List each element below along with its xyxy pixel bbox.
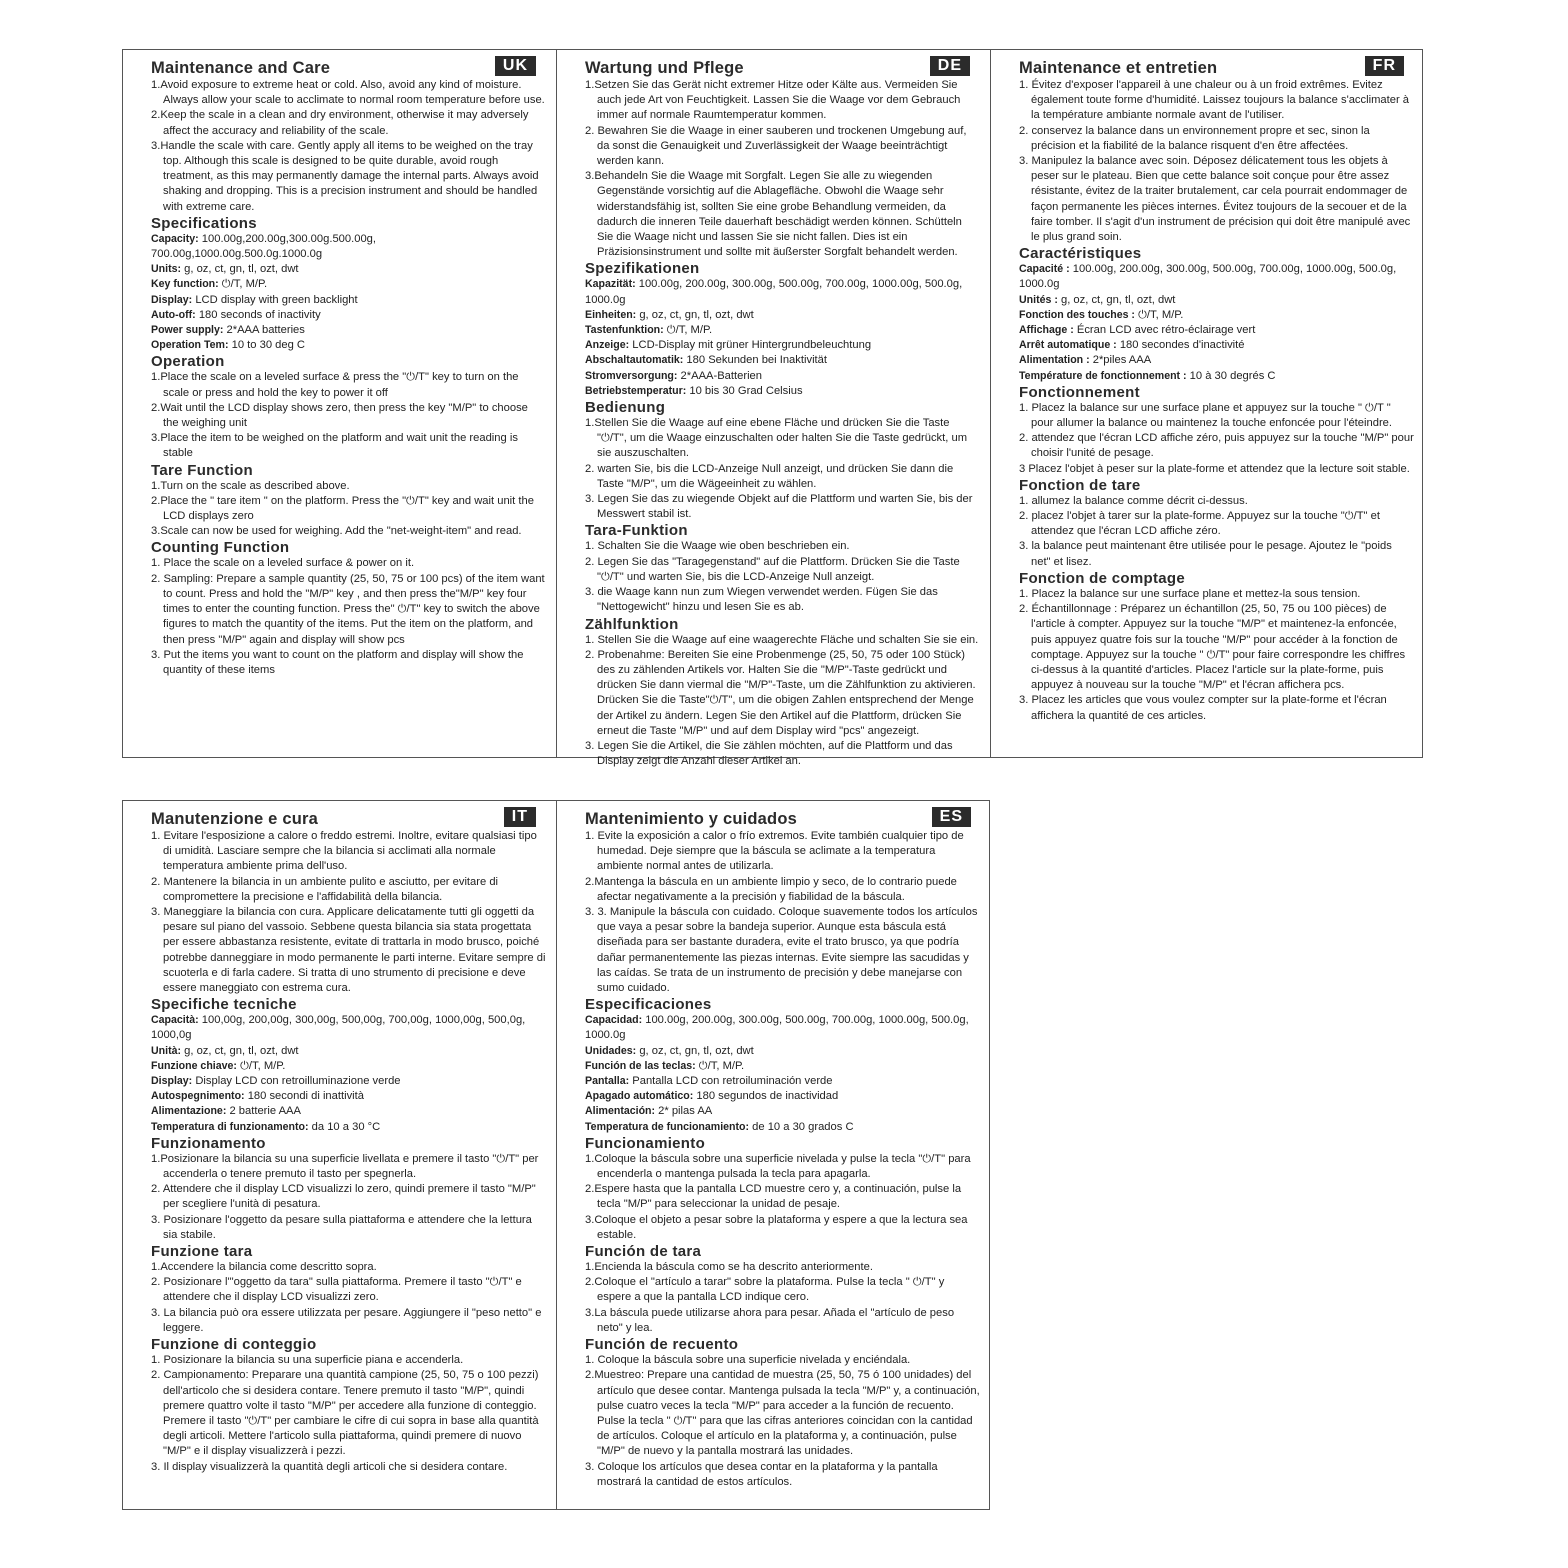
spec-value: ⏻/T, M/P.: [240, 1059, 286, 1072]
section-title-operation: Funzionamento: [151, 1134, 266, 1152]
language-badge: ES: [932, 807, 971, 827]
spec-row: [585, 1044, 981, 1059]
spec-value: 10 à 30 degrés C: [1189, 369, 1276, 382]
spec-row: [585, 1089, 981, 1104]
spec-row: [151, 1013, 546, 1043]
section-title-maintenance: Wartung und Pflege: [585, 59, 744, 77]
spec-value: g, oz, ct, gn, tl, ozt, dwt: [639, 1044, 754, 1057]
list-item: 3. Legen Sie die Artikel, die Sie zählen möchten, auf die Plattform und das Display zeigt die Anzahl dieser Artikel an.: [585, 739, 953, 768]
spec-row: [585, 353, 980, 368]
bottom-panel: [122, 800, 990, 1510]
section-title-maintenance: Maintenance and Care: [151, 59, 331, 77]
tare-list: [585, 1260, 981, 1336]
maintenance-list: [585, 829, 981, 996]
column-content: [557, 50, 990, 769]
list-item: 3 Placez l'objet à peser sur la plate-forme et attendez que la lecture soit stable.: [1019, 462, 1410, 475]
list-item: 3. Il display visualizzerà la quantità degli articoli che si desidera contare.: [151, 1460, 508, 1473]
column-content: [123, 801, 556, 1475]
spec-label: Temperatura di funzionamento:: [151, 1120, 309, 1133]
spec-label: Stromversorgung:: [585, 369, 678, 382]
spec-label: Display:: [151, 1075, 193, 1088]
list-item: 1.Setzen Sie das Gerät nicht extremer Hitze oder Kälte aus. Vermeiden Sie auch jede Art von Feuchtigkeit. Lassen Sie die Waage vor dem Gebrauch immer auf normale Raumtemperatur kommen.: [585, 79, 961, 122]
spec-value: 180 seconds of inactivity: [198, 308, 321, 321]
spec-row: [151, 1059, 546, 1074]
spec-value: da 10 a 30 °C: [311, 1120, 381, 1133]
spec-label: Betriebstemperatur:: [585, 384, 687, 397]
list-item: 2. Bewahren Sie die Waage in einer sauberen und trockenen Umgebung auf, da sonst die Genauigkeit und Zuverlässigkeit der Waage beeinträchtigt werden kann.: [585, 124, 967, 168]
column-it: [123, 801, 556, 1509]
list-item: 1. Evitare l'esposizione a calore o freddo estremi. Inoltre, evitare qualsiasi tipo di umidità. Lasciare sempre che la bilancia si acclimati alla normale temperatura ambiente prima dell'uso.: [151, 830, 537, 873]
spec-value: LCD display with green backlight: [195, 293, 358, 306]
spec-row: [1019, 323, 1414, 338]
spec-label: Unités :: [1019, 293, 1058, 306]
spec-label: Arrêt automatique :: [1019, 339, 1117, 352]
section-title-operation: Funcionamiento: [585, 1134, 706, 1152]
spec-label: Unità:: [151, 1044, 182, 1057]
spec-row: [151, 277, 546, 292]
operation-list: [1019, 401, 1414, 477]
operation-list: [151, 1152, 546, 1243]
spec-value: g, oz, ct, gn, tl, ozt, dwt: [184, 263, 299, 276]
section-title-counting: Counting Function: [151, 539, 290, 557]
section-title-tare: Funzione tara: [151, 1243, 253, 1261]
section-title-counting: Función de recuento: [585, 1336, 739, 1354]
section-title-operation: Bedienung: [585, 399, 666, 417]
spec-label: Capacidad:: [585, 1014, 643, 1027]
spec-row: [585, 1120, 981, 1135]
language-badge: IT: [504, 807, 536, 827]
spec-row: [585, 323, 980, 338]
column-content: [123, 50, 556, 678]
maintenance-list: [1019, 78, 1414, 245]
maintenance-list: [585, 78, 980, 260]
list-item: 3.Scale can now be used for weighing. Add the "net-weight-item" and read.: [151, 525, 522, 538]
list-item: 1. Stellen Sie die Waage auf eine waagerechte Fläche und schalten Sie sie ein.: [585, 633, 979, 646]
spec-row: [151, 338, 546, 353]
spec-label: Pantalla:: [585, 1075, 630, 1088]
list-item: 2. Probenahme: Bereiten Sie eine Probenmenge (25, 50, 75 oder 100 Stück) des zu zählenden Artikels vor. Halten Sie die "M/P"-Taste gedrückt und drücken Sie dann viermal die "M/P"-Taste, um die Zählfunktion zu aktivieren. Drücken Sie die Taste"⏻/T", um die obigen Zahlen entsprechend der Menge der Artikel zu ändern. Legen Sie den Artikel auf die Plattform, drücken Sie erneut die Taste "M/P" und auf dem Display wird "pcs" angezeigt.: [585, 648, 976, 737]
spec-row: [151, 1120, 546, 1135]
spec-value: de 10 a 30 grados C: [752, 1120, 854, 1133]
section-title-specifications: Especificaciones: [585, 996, 712, 1014]
list-item: 3. Put the items you want to count on the platform and display will show the quantity of these items: [151, 648, 524, 676]
column-content: [557, 801, 991, 1490]
spec-value: 100.00g,200.00g,300.00g.500.00g, 700.00g,1000.00g.500.0g.1000.0g: [151, 232, 376, 261]
spec-value: LCD-Display mit grüner Hintergrundbeleuchtung: [632, 339, 872, 352]
spec-label: Key function:: [151, 278, 219, 291]
list-item: 3. Manipulez la balance avec soin. Déposez délicatement tous les objets à peser sur le plateau. Bien que cette balance soit conçue pour être assez résistante, évitez de la traiter brutalement, car cela pourrait endommager de façon permanente les pièces internes. Évitez toujours de la secouer et de la faire tomber. Il s'agit d'un instrument de précision qui doit être manipulé avec le plus grand soin.: [1019, 155, 1411, 244]
spec-row: [151, 232, 546, 262]
spec-label: Display:: [151, 293, 193, 306]
section-title-counting: Funzione di conteggio: [151, 1336, 317, 1354]
list-item: 2. Campionamento: Preparare una quantità campione (25, 50, 75 o 100 pezzi) dell'articolo che si desidera contare. Tenere premuto il tasto "M/P", quindi premere quattro volte il tasto "M/P" per accedere alla funzione di conteggio. Premere il tasto "⏻/T" per cambiare le cifre di cui sopra in base alla quantità degli articoli. Mettere l'articolo sulla piattaforma, quindi premere di nuovo "M/P" e il display visualizzerà i pezzi.: [151, 1369, 539, 1458]
spec-label: Funzione chiave:: [151, 1059, 237, 1072]
tare-list: [151, 479, 546, 540]
spec-label: Alimentazione:: [151, 1105, 227, 1118]
spec-row: [1019, 262, 1414, 292]
spec-label: Alimentation :: [1019, 354, 1090, 367]
list-item: 1. Place the scale on a leveled surface & power on it.: [151, 557, 415, 570]
spec-row: [585, 277, 980, 307]
section-title-operation: Fonctionnement: [1019, 383, 1140, 401]
spec-label: Kapazität:: [585, 278, 636, 291]
operation-list: [585, 1152, 981, 1243]
list-item: 2.Keep the scale in a clean and dry environment, otherwise it may adversely affect the accuracy and reliability of the scale.: [151, 109, 529, 137]
spec-value: 180 secondes d'inactivité: [1119, 339, 1245, 352]
spec-label: Capacità:: [151, 1014, 199, 1027]
counting-list: [585, 633, 980, 770]
language-badge: UK: [495, 56, 536, 76]
column-es: [556, 801, 991, 1509]
spec-value: Pantalla LCD con retroiluminación verde: [632, 1075, 833, 1088]
spec-label: Température de fonctionnement :: [1019, 369, 1187, 382]
spec-value: g, oz, ct, gn, tl, ozt, dwt: [1060, 293, 1176, 306]
spec-label: Affichage :: [1019, 324, 1074, 337]
list-item: 2.Place the " tare item " on the platform. Press the "⏻/T" key and wait unit the LCD displays zero: [151, 494, 534, 523]
top-panel: [122, 49, 1423, 768]
list-item: 1. Placez la balance sur une surface plane et appuyez sur la touche " ⏻/T " pour allumer la balance ou maintenez la touche enfoncée pour l'éteindre.: [1019, 401, 1392, 430]
list-item: 1. allumez la balance comme décrit ci-dessus.: [1019, 494, 1248, 507]
section-title-tare: Tara-Funktion: [585, 522, 688, 540]
spec-label: Power supply:: [151, 324, 224, 337]
spec-label: Abschaltautomatik:: [585, 354, 684, 367]
list-item: 2. conservez la balance dans un environnement propre et sec, sinon la précision et la fiabilité de la balance risquent d'en être affectées.: [1019, 124, 1370, 152]
spec-value: g, oz, ct, gn, tl, ozt, dwt: [639, 308, 754, 321]
list-item: 1. Schalten Sie die Waage wie oben beschrieben ein.: [585, 540, 850, 553]
section-title-maintenance: Manutenzione e cura: [151, 810, 318, 828]
spec-value: 10 to 30 deg C: [231, 339, 306, 352]
spec-label: Autospegnimento:: [151, 1090, 245, 1103]
list-item: 3. Maneggiare la bilancia con cura. Applicare delicatamente tutti gli oggetti da pesare sul piano del vassoio. Sebbene questa bilancia sia stata progettata per essere abbastanza resistente, evitate di trattarla in modo brusco, poiché potrebbe danneggiare in modo permanente le parti interne. Evitare sempre di scuoterla e di farla cadere. Si tratta di uno strumento di precisione e deve essere maneggiato con estrema cura.: [151, 906, 546, 995]
spec-row: [585, 369, 980, 384]
spec-label: Tastenfunktion:: [585, 324, 664, 337]
spec-label: Anzeige:: [585, 339, 630, 352]
spec-row: [585, 1013, 981, 1043]
list-item: 3. Posizionare l'oggetto da pesare sulla piattaforma e attendere che la lettura sia stabile.: [151, 1213, 532, 1241]
list-item: 2. Attendere che il display LCD visualizzi lo zero, quindi premere il tasto "M/P" per scegliere l'unità di pesatura.: [151, 1183, 536, 1211]
maintenance-list: [151, 829, 546, 996]
list-item: 2. Mantenere la bilancia in un ambiente pulito e asciutto, per evitare di compromettere la precisione e l'affidabilità della bilancia.: [151, 875, 499, 903]
list-item: 2.Espere hasta que la pantalla LCD muestre cero y, a continuación, pulse la tecla "M/P" para seleccionar la unidad de pesaje.: [585, 1183, 962, 1211]
spec-row: [151, 1089, 546, 1104]
section-title-maintenance: Maintenance et entretien: [1019, 59, 1218, 77]
spec-value: ⏻/T, M/P.: [666, 324, 713, 337]
spec-value: 2 batterie AAA: [229, 1105, 301, 1118]
spec-row: [151, 293, 546, 308]
spec-value: 100.00g, 200.00g, 300.00g, 500.00g, 700.00g, 1000.00g, 500.0g, 1000.0g: [1019, 263, 1397, 291]
spec-value: 10 bis 30 Grad Celsius: [689, 384, 803, 397]
maintenance-list: [151, 78, 546, 215]
spec-value: g, oz, ct, gn, tl, ozt, dwt: [184, 1044, 299, 1057]
list-item: 2.Muestreo: Prepare una cantidad de muestra (25, 50, 75 ó 100 unidades) del artículo que desee contar. Mantenga pulsada la tecla "M/P" y, a continuación, pulse cuatro veces la tecla "M/P" para acceder a la función de recuento. Pulse la tecla " ⏻/T" para que las cifras anteriores coincidan con la cantidad de artículos. Coloque el artículo en la plataforma y, a continuación, pulse "M/P" de nuevo y la pantalla mostrará las unidades.: [585, 1369, 980, 1458]
spec-value: 180 Sekunden bei Inaktivität: [686, 354, 827, 367]
spec-row: [151, 262, 546, 277]
spec-row: [1019, 369, 1414, 384]
list-item: 2.Coloque el "artículo a tarar" sobre la plataforma. Pulse la tecla " ⏻/T" y espere a que la pantalla LCD indique cero.: [585, 1276, 945, 1304]
list-item: 3.Place the item to be weighed on the platform and wait unit the reading is stable: [151, 432, 518, 460]
column-fr: [990, 50, 1424, 757]
list-item: 1.Coloque la báscula sobre una superficie nivelada y pulse la tecla "⏻/T" para encenderla o mantenga pulsada la tecla para apagarla.: [585, 1152, 971, 1181]
section-title-tare: Tare Function: [151, 461, 253, 479]
section-title-specifications: Spezifikationen: [585, 260, 700, 278]
section-title-specifications: Caractéristiques: [1019, 245, 1142, 263]
spec-value: 2* pilas AA: [658, 1105, 713, 1118]
list-item: 3.La báscula puede utilizarse ahora para pesar. Añada el "artículo de peso neto" y lea.: [585, 1306, 955, 1334]
spec-row: [585, 1074, 981, 1089]
list-item: 2. Posizionare l'"oggetto da tara" sulla piattaforma. Premere il tasto "⏻/T" e attendere che il display LCD visualizzi zero.: [151, 1276, 522, 1304]
spec-value: 180 secondi di inattività: [247, 1090, 364, 1103]
counting-list: [151, 556, 546, 678]
spec-value: ⏻/T, M/P.: [1138, 308, 1184, 321]
list-item: 3.Coloque el objeto a pesar sobre la plataforma y espere a que la lectura sea estable.: [585, 1213, 968, 1241]
spec-label: Auto-off:: [151, 308, 196, 321]
list-item: 2. attendez que l'écran LCD affiche zéro, puis appuyez sur la touche "M/P" pour choisir l'unité de pesage.: [1019, 432, 1414, 460]
language-badge: FR: [1365, 56, 1404, 76]
list-item: 3. 3. Manipule la báscula con cuidado. Coloque suavemente todos los artículos que vaya a pesar sobre la bandeja superior. Aunque esta báscula está diseñada para ser bastante duradera, evite el trato brusco, ya que podría dañar permanentemente las piezas internas. Evite siempre las sacudidas y las caídas. Se trata de un instrumento de precisión y debe manejarse con sumo cuidado.: [585, 906, 978, 995]
spec-value: 2*piles AAA: [1092, 354, 1152, 367]
section-title-specifications: Specifiche tecniche: [151, 996, 297, 1014]
spec-label: Unidades:: [585, 1044, 637, 1057]
spec-row: [1019, 293, 1414, 308]
section-title-operation: Operation: [151, 353, 225, 371]
section-title-maintenance: Mantenimiento y cuidados: [585, 810, 797, 828]
list-item: 1.Avoid exposure to extreme heat or cold. Also, avoid any kind of moisture. Always allow your scale to acclimate to normal room temperature before use.: [151, 79, 545, 107]
spec-value: ⏻/T, M/P.: [221, 278, 268, 291]
list-item: 2. Sampling: Prepare a sample quantity (25, 50, 75 or 100 pcs) of the item want to count. Press and hold the "M/P" key , and then press the"M/P" key four times to enter the counting function. Press the" ⏻/T" key to switch the above figures to match the quantity of the items. Put the item on the platform, and then press "M/P" again and display will show pcs: [151, 572, 545, 646]
list-item: 1.Place the scale on a leveled surface & press the "⏻/T" key to turn on the scale or press and hold the key to power it off: [151, 371, 519, 399]
list-item: 3. La bilancia può ora essere utilizzata per pesare. Aggiungere il "peso netto" e leggere.: [151, 1306, 542, 1334]
counting-list: [1019, 587, 1414, 724]
spec-row: [151, 1104, 546, 1119]
spec-row: [585, 1059, 981, 1074]
spec-row: [151, 1044, 546, 1059]
language-badge: DE: [930, 56, 970, 76]
spec-value: 100.00g, 200.00g, 300.00g, 500.00g, 700.00g, 1000.00g, 500.0g, 1000.0g: [585, 278, 963, 306]
tare-list: [1019, 494, 1414, 570]
list-item: 3. Placez les articles que vous voulez compter sur la plate-forme et l'écran affichera la quantité de ces articles.: [1019, 694, 1387, 722]
spec-row: [1019, 308, 1414, 323]
list-item: 3.Handle the scale with care. Gently apply all items to be weighed on the tray top. Although this scale is designed to be quite durable, avoid rough treatment, as this may permanently damage the internal parts. Always avoid shaking and dropping. This is a precision instrument and should be handled with extreme care.: [151, 139, 539, 213]
spec-row: [151, 323, 546, 338]
tare-list: [585, 539, 980, 615]
list-item: 3.Behandeln Sie die Waage mit Sorgfalt. Legen Sie alle zu wiegenden Gegenstände vorsichtig auf die Ablagefläche. Obwohl die Waage sehr widerstandsfähig ist, sollten Sie eine grobe Behandlung vermeiden, da dadurch die inneren Teile dauerhaft beschädigt werden können. Schütteln Sie die Waage nicht und lassen Sie sie nicht fallen. Dies ist ein Präzisionsinstrument und sollte mit äußerster Sorgfalt behandelt werden.: [585, 170, 962, 259]
spec-label: Alimentación:: [585, 1105, 656, 1118]
spec-row: [1019, 338, 1414, 353]
section-title-tare: Fonction de tare: [1019, 476, 1141, 494]
spec-label: Apagado automático:: [585, 1090, 694, 1103]
list-item: 1. Evite la exposición a calor o frío extremos. Evite también cualquier tipo de humedad. Deje siempre que la báscula se aclimate a la temperatura ambiente normal antes de utilizarla.: [585, 830, 964, 873]
column-uk: [123, 50, 556, 757]
spec-row: [585, 1104, 981, 1119]
list-item: 1.Posizionare la bilancia su una superficie livellata e premere il tasto "⏻/T" per accenderla o tenere premuto il tasto per spegnerla.: [151, 1152, 539, 1181]
spec-row: [585, 384, 980, 399]
spec-value: 100,00g, 200,00g, 300,00g, 500,00g, 700,00g, 1000,00g, 500,0g, 1000,0g: [151, 1014, 526, 1042]
list-item: 2.Wait until the LCD display shows zero, then press the key "M/P" to choose the weighing unit: [151, 401, 528, 430]
spec-value: Écran LCD avec rétro-éclairage vert: [1076, 324, 1256, 337]
spec-label: Operation Tem:: [151, 339, 229, 352]
spec-value: 2*AAA batteries: [226, 324, 305, 337]
list-item: 1.Encienda la báscula como se ha descrito anteriormente.: [585, 1261, 873, 1274]
operation-list: [151, 370, 546, 461]
list-item: 1.Accendere la bilancia come descritto sopra.: [151, 1261, 377, 1274]
list-item: 2.Mantenga la báscula en un ambiente limpio y seco, de lo contrario puede afectar negativamente a la precisión y fiabilidad de la báscula.: [585, 875, 957, 903]
spec-value: 2*AAA-Batterien: [680, 369, 762, 382]
list-item: 3. Legen Sie das zu wiegende Objekt auf die Plattform und warten Sie, bis der Messwert stabil ist.: [585, 493, 973, 521]
column-content: [991, 50, 1424, 724]
spec-row: [1019, 353, 1414, 368]
spec-row: [585, 308, 980, 323]
spec-row: [151, 308, 546, 323]
list-item: 3. Coloque los artículos que desea contar en la plataforma y la pantalla mostrará la cantidad de estos artículos.: [585, 1460, 938, 1488]
section-title-counting: Zählfunktion: [585, 615, 679, 633]
spec-label: Función de las teclas:: [585, 1059, 696, 1072]
list-item: 3. la balance peut maintenant être utilisée pour le pesage. Ajoutez le "poids net" et lisez.: [1019, 540, 1392, 568]
counting-list: [585, 1353, 981, 1490]
spec-label: Capacité :: [1019, 263, 1070, 276]
list-item: 1.Stellen Sie die Waage auf eine ebene Fläche und drücken Sie die Taste "⏻/T", um die Waage einzuschalten oder halten Sie die Taste gedrückt, um sie auszuschalten.: [585, 417, 968, 460]
tare-list: [151, 1260, 546, 1336]
spec-row: [585, 338, 980, 353]
spec-value: 180 segundos de inactividad: [696, 1090, 839, 1103]
section-title-tare: Función de tara: [585, 1243, 702, 1261]
list-item: 2. Legen Sie das "Taragegenstand" auf die Plattform. Drücken Sie die Taste "⏻/T" und warten Sie, bis die LCD-Anzeige Null anzeigt.: [585, 555, 960, 583]
column-de: [556, 50, 990, 768]
spec-label: Capacity:: [151, 232, 199, 245]
counting-list: [151, 1353, 546, 1475]
operation-list: [585, 416, 980, 522]
spec-label: Fonction des touches :: [1019, 308, 1135, 321]
list-item: 2. warten Sie, bis die LCD-Anzeige Null anzeigt, und drücken Sie dann die Taste "M/P", um die Wägeeinheit zu wählen.: [585, 462, 954, 490]
spec-label: Einheiten:: [585, 308, 637, 321]
spec-label: Units:: [151, 263, 182, 276]
section-title-specifications: Specifications: [151, 214, 257, 232]
list-item: 1. Posizionare la bilancia su una superficie piana e accenderla.: [151, 1354, 464, 1367]
list-item: 1. Placez la balance sur une surface plane et mettez-la sous tension.: [1019, 587, 1361, 600]
list-item: 2. Échantillonnage : Préparez un échantillon (25, 50, 75 ou 100 pièces) de l'article à compter. Appuyez sur la touche "M/P" et maintenez-la enfoncée, puis appuyez quatre fois sur la touche "M/P" pour accéder à la fonction de comptage. Appuyez sur la touche " ⏻/T" pour faire correspondre les chiffres ci-dessus à la quantité d'articles. Placez l'article sur la plate-forme, puis appuyez à nouveau sur la touche "M/P" et l'écran affichera pcs.: [1019, 603, 1406, 692]
section-title-counting: Fonction de comptage: [1019, 569, 1186, 587]
spec-value: ⏻/T, M/P.: [698, 1059, 745, 1072]
spec-value: Display LCD con retroilluminazione verde: [195, 1075, 401, 1088]
list-item: 1. Évitez d'exposer l'appareil à une chaleur ou à un froid extrêmes. Evitez également toute forme d'humidité. Laissez toujours la balance s'acclimater à la température ambiante normale avant de l'utiliser.: [1019, 79, 1410, 122]
list-item: 1. Coloque la báscula sobre una superficie nivelada y enciéndala.: [585, 1354, 911, 1367]
spec-value: 100.00g, 200.00g, 300.00g, 500.00g, 700.00g, 1000.00g, 500.0g, 1000.0g: [585, 1014, 969, 1042]
list-item: 2. placez l'objet à tarer sur la plate-forme. Appuyez sur la touche "⏻/T" et attendez que l'écran LCD affiche zéro.: [1019, 510, 1380, 538]
spec-label: Temperatura de funcionamiento:: [585, 1120, 750, 1133]
spec-row: [151, 1074, 546, 1089]
list-item: 1.Turn on the scale as described above.: [151, 479, 350, 492]
list-item: 3. die Waage kann nun zum Wiegen verwendet werden. Fügen Sie das "Nettogewicht" hinzu und lesen Sie es ab.: [585, 586, 938, 614]
